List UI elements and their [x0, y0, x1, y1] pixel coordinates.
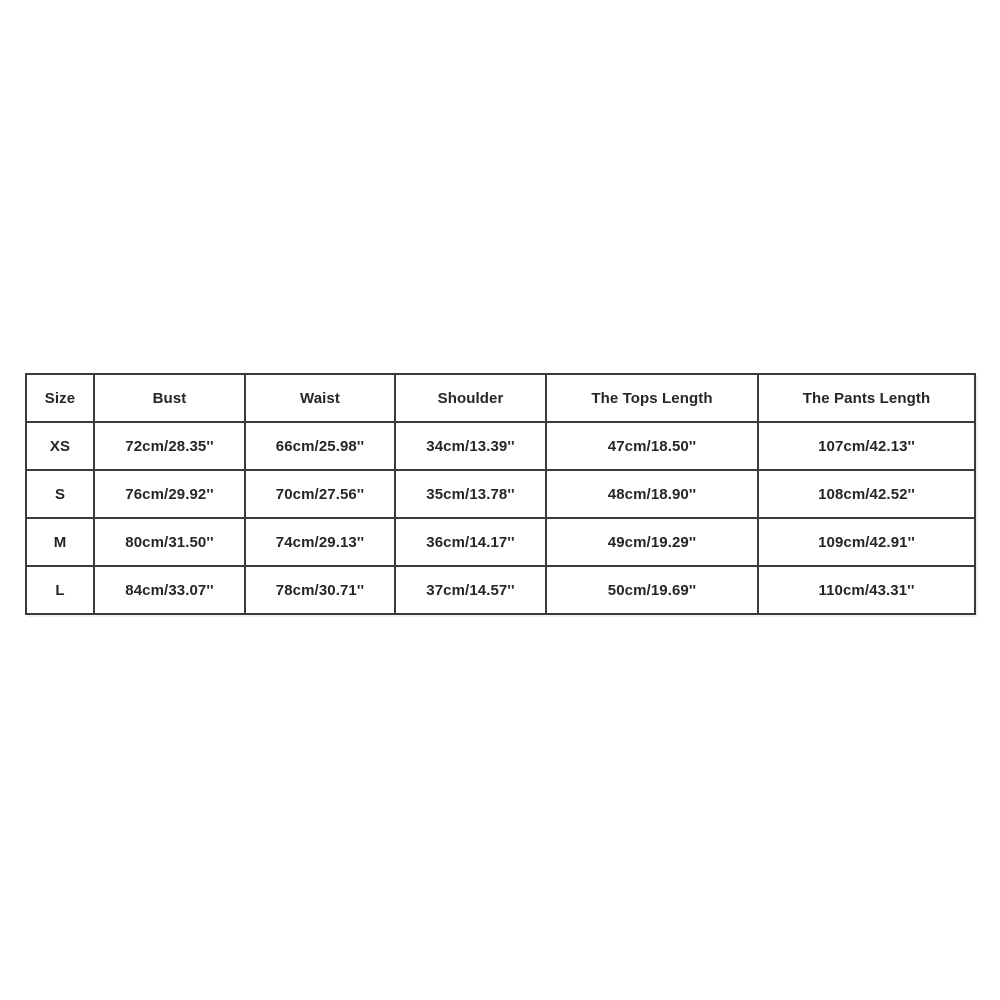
waist-value: 78cm/30.71'' — [245, 566, 395, 614]
shoulder-value: 36cm/14.17'' — [395, 518, 546, 566]
table-row-xs — [26, 422, 975, 470]
waist-value: 70cm/27.56'' — [245, 470, 395, 518]
table-row-m — [26, 518, 975, 566]
shoulder-value: 35cm/13.78'' — [395, 470, 546, 518]
size-label: XS — [26, 422, 94, 470]
column-header-waist: Waist — [245, 374, 395, 422]
pants-length-value: 108cm/42.52'' — [758, 470, 975, 518]
shoulder-value: 34cm/13.39'' — [395, 422, 546, 470]
tops-length-value: 49cm/19.29'' — [546, 518, 758, 566]
shoulder-value: 37cm/14.57'' — [395, 566, 546, 614]
table-row-l — [26, 566, 975, 614]
bust-value: 84cm/33.07'' — [94, 566, 245, 614]
size-label: M — [26, 518, 94, 566]
tops-length-value: 48cm/18.90'' — [546, 470, 758, 518]
size-chart-table — [25, 373, 976, 615]
waist-value: 74cm/29.13'' — [245, 518, 395, 566]
pants-length-value: 109cm/42.91'' — [758, 518, 975, 566]
tops-length-value: 47cm/18.50'' — [546, 422, 758, 470]
column-header-bust: Bust — [94, 374, 245, 422]
bust-value: 80cm/31.50'' — [94, 518, 245, 566]
tops-length-value: 50cm/19.69'' — [546, 566, 758, 614]
waist-value: 66cm/25.98'' — [245, 422, 395, 470]
pants-length-value: 110cm/43.31'' — [758, 566, 975, 614]
column-header-size: Size — [26, 374, 94, 422]
bust-value: 76cm/29.92'' — [94, 470, 245, 518]
size-label: L — [26, 566, 94, 614]
pants-length-value: 107cm/42.13'' — [758, 422, 975, 470]
size-label: S — [26, 470, 94, 518]
header-row — [26, 374, 975, 422]
column-header-shoulder: Shoulder — [395, 374, 546, 422]
column-header-tops-length: The Tops Length — [546, 374, 758, 422]
column-header-pants-length: The Pants Length — [758, 374, 975, 422]
table-row-s — [26, 470, 975, 518]
bust-value: 72cm/28.35'' — [94, 422, 245, 470]
